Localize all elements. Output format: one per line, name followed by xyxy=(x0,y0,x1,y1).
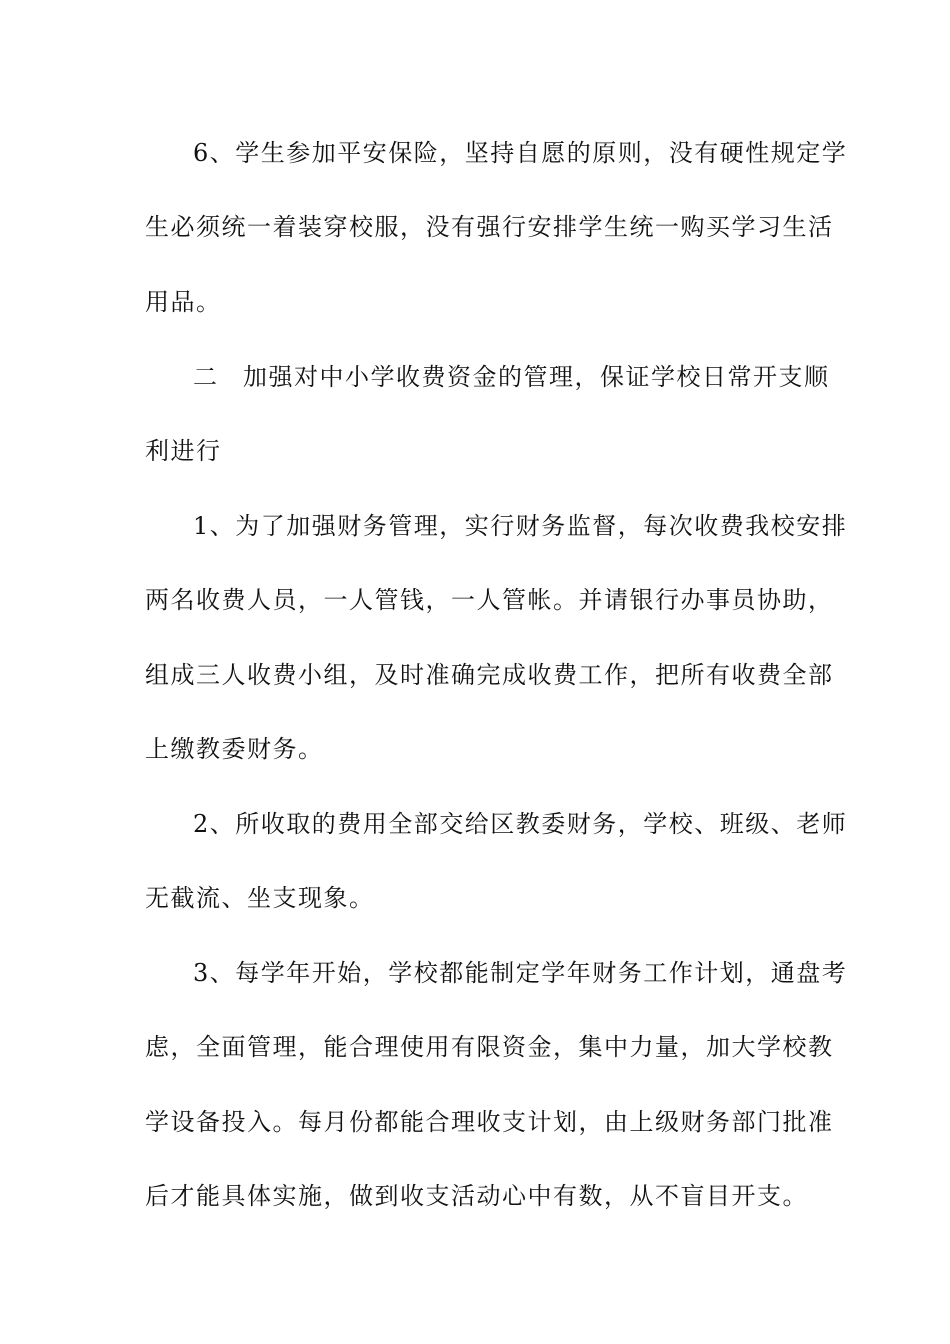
paragraph-3-line-4: 后才能具体实施，做到收支活动心中有数，从不盲目开支。 xyxy=(145,1182,808,1210)
paragraph-1-line-1: 1、为了加强财务管理，实行财务监督，每次收费我校安排 xyxy=(193,512,848,540)
section-number: 二 xyxy=(193,363,219,391)
paragraph-3-line-3: 学设备投入。每月份都能合理收支计划，由上级财务部门批准 xyxy=(145,1108,834,1136)
paragraph-2-line-2: 无截流、坐支现象。 xyxy=(145,884,375,912)
section-two-heading-line-2: 利进行 xyxy=(145,437,222,465)
paragraph-1-line-4: 上缴教委财务。 xyxy=(145,735,324,763)
paragraph-6-line-1: 6、学生参加平安保险，坚持自愿的原则，没有硬性规定学 xyxy=(193,139,848,167)
section-two-heading-line-1 xyxy=(193,362,863,392)
paragraph-6-line-3: 用品。 xyxy=(145,288,222,316)
paragraph-3-line-2: 虑，全面管理，能合理使用有限资金，集中力量，加大学校教 xyxy=(145,1033,834,1061)
paragraph-1-line-3: 组成三人收费小组，及时准确完成收费工作，把所有收费全部 xyxy=(145,661,834,689)
section-title: 加强对中小学收费资金的管理，保证学校日常开支顺 xyxy=(243,363,830,391)
paragraph-3-line-1: 3、每学年开始，学校都能制定学年财务工作计划，通盘考 xyxy=(193,959,848,987)
paragraph-6-line-2: 生必须统一着装穿校服，没有强行安排学生统一购买学习生活 xyxy=(145,213,834,241)
paragraph-2-line-1: 2、所收取的费用全部交给区教委财务，学校、班级、老师 xyxy=(193,810,848,838)
paragraph-1-line-2: 两名收费人员，一人管钱，一人管帐。并请银行办事员协助， xyxy=(145,586,834,614)
